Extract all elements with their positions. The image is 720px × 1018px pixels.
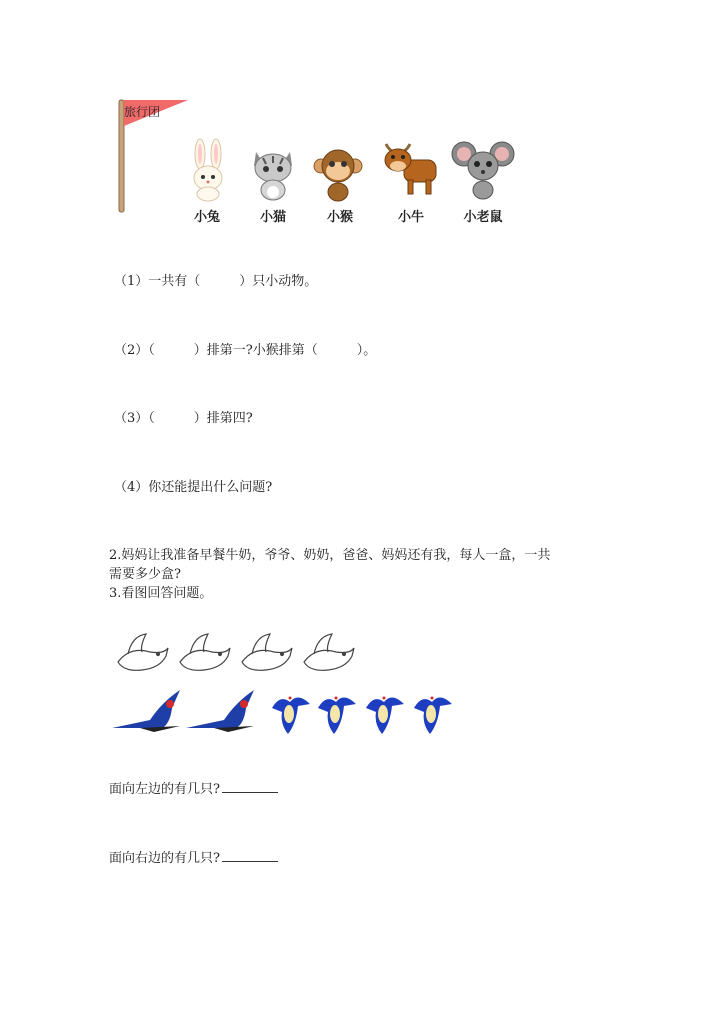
cat-icon [248, 146, 298, 202]
answer-right-text: 面向右边的有几只? [109, 851, 220, 866]
swallow-icon [186, 690, 254, 732]
question-4: （4）你还能提出什么问题? [114, 480, 273, 495]
animal-label-cow: 小牛 [397, 210, 424, 225]
outline-bird-icon [242, 634, 292, 670]
problem-2-line-2: 需要多少盒? [109, 567, 181, 582]
answer-right [109, 847, 278, 866]
animal-label-rabbit: 小兔 [193, 210, 220, 225]
small-blue-bird-icon [414, 697, 452, 735]
outline-birds [110, 632, 360, 682]
answer-right-blank[interactable] [222, 849, 278, 862]
animal-label-monkey: 小猴 [326, 210, 353, 225]
problem-2-line-1: 2.妈妈让我准备早餐牛奶，爷爷、奶奶，爸爸、妈妈还有我，每人一盒，一共 [109, 548, 551, 563]
monkey-icon [313, 146, 363, 202]
question-1: （1）一共有（ ）只小动物。 [114, 274, 318, 289]
animal-label-cat: 小猫 [259, 210, 286, 225]
small-blue-bird-icon [366, 697, 404, 735]
question-3: （3）（ ）排第四? [114, 411, 253, 426]
outline-bird-icon [118, 634, 168, 670]
swallow-icon [112, 690, 180, 732]
blue-birds [110, 684, 460, 740]
question-2: （2）（ ）排第一?小猴排第（ ）。 [114, 343, 377, 358]
outline-bird-icon [304, 634, 354, 670]
cow-icon [380, 138, 442, 202]
answer-left-blank[interactable] [222, 780, 278, 793]
flag-text: 旅行团 [124, 105, 161, 119]
animal-label-mouse: 小老鼠 [463, 210, 503, 225]
outline-bird-icon [180, 634, 230, 670]
answer-left-text: 面向左边的有几只? [109, 782, 220, 797]
small-blue-bird-icon [318, 697, 356, 735]
answer-left [109, 778, 278, 797]
mouse-icon [450, 138, 516, 202]
problem-3-title: 3.看图回答问题。 [109, 586, 213, 601]
rabbit-icon [183, 138, 233, 202]
small-blue-bird-icon [272, 697, 310, 735]
